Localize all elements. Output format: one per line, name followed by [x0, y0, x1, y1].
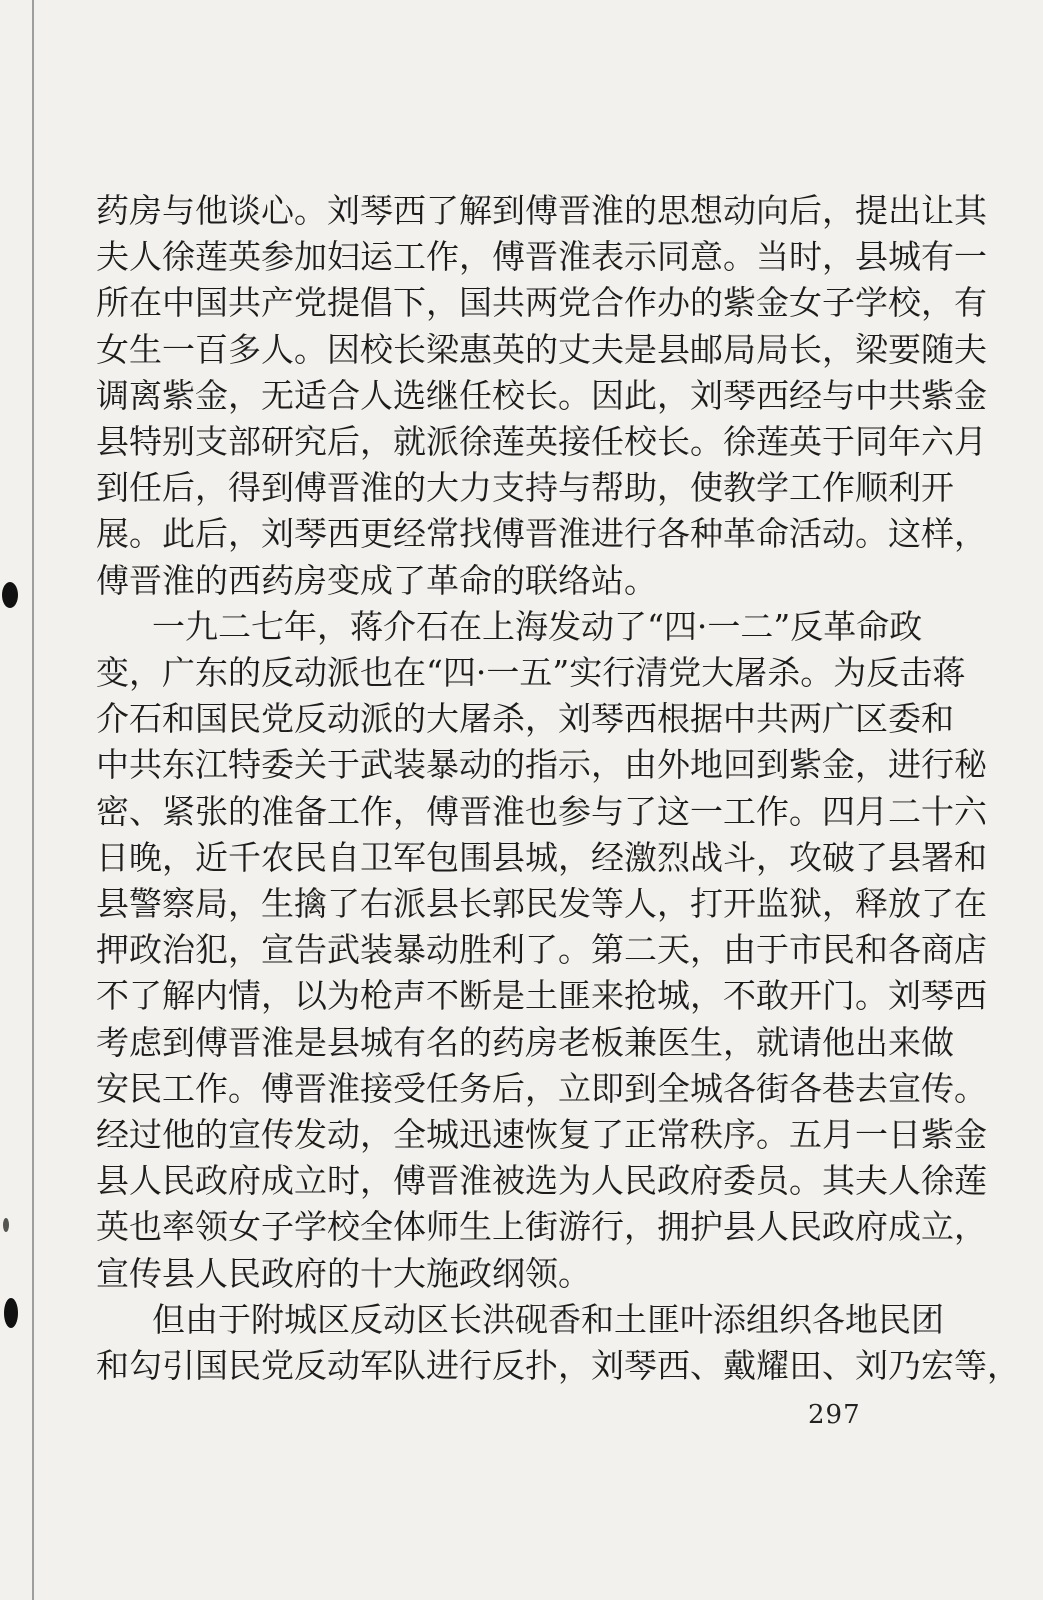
text-line: 中共东江特委关于武装暴动的指示，由外地回到紫金，进行秘 [96, 745, 987, 785]
text-line: 傅晋淮的西药房变成了革命的联络站。 [96, 560, 657, 600]
text-line: 女生一百多人。因校长梁惠英的丈夫是县邮局局长，梁要随夫 [96, 329, 987, 369]
text-line: 密、紧张的准备工作，傅晋淮也参与了这一工作。四月二十六 [96, 791, 987, 831]
text-line: 县特别支部研究后，就派徐莲英接任校长。徐莲英于同年六月 [96, 422, 987, 462]
text-line: 经过他的宣传发动，全城迅速恢复了正常秩序。五月一日紫金 [96, 1115, 987, 1155]
text-line: 英也率领女子学校全体师生上街游行，拥护县人民政府成立， [96, 1207, 987, 1247]
text-line: 一九二七年，蒋介石在上海发动了“四·一二”反革命政 [152, 606, 923, 646]
text-line: 但由于附城区反动区长洪砚香和土匪叶添组织各地民团 [152, 1299, 944, 1339]
text-line: 介石和国民党反动派的大屠杀，刘琴西根据中共两广区委和 [96, 699, 954, 739]
text-line: 安民工作。傅晋淮接受任务后，立即到全城各街各巷去宣传。 [96, 1068, 987, 1108]
ink-blot [2, 582, 18, 608]
text-line: 和勾引国民党反动军队进行反扑，刘琴西、戴耀田、刘乃宏等， [96, 1346, 1020, 1386]
text-line: 县人民政府成立时，傅晋淮被选为人民政府委员。其夫人徐莲 [96, 1161, 987, 1201]
text-line: 不了解内情，以为枪声不断是土匪来抢城，不敢开门。刘琴西 [96, 976, 987, 1016]
text-line: 县警察局，生擒了右派县长郭民发等人，打开监狱，释放了在 [96, 884, 987, 924]
text-line: 展。此后，刘琴西更经常找傅晋淮进行各种革命活动。这样， [96, 514, 987, 554]
binding-edge-line [32, 0, 34, 1600]
text-line: 所在中国共产党提倡下，国共两党合作办的紫金女子学校，有 [96, 283, 987, 323]
text-line: 到任后，得到傅晋淮的大力支持与帮助，使教学工作顺利开 [96, 468, 954, 508]
ink-blot [4, 1298, 18, 1328]
text-line: 夫人徐莲英参加妇运工作，傅晋淮表示同意。当时，县城有一 [96, 237, 987, 277]
text-line: 押政治犯，宣告武装暴动胜利了。第二天，由于市民和各商店 [96, 930, 987, 970]
text-line: 变，广东的反动派也在“四·一五”实行清党大屠杀。为反击蒋 [96, 653, 966, 693]
text-line: 药房与他谈心。刘琴西了解到傅晋淮的思想动向后，提出让其 [96, 191, 987, 230]
text-line: 日晚，近千农民自卫军包围县城，经激烈战斗，攻破了县署和 [96, 837, 987, 877]
text-line: 调离紫金，无适合人选继任校长。因此，刘琴西经与中共紫金 [96, 375, 987, 415]
ink-blot [3, 1218, 9, 1232]
text-line: 宣传县人民政府的十大施政纲领。 [96, 1253, 591, 1293]
body-text [96, 188, 1020, 1389]
text-line: 考虑到傅晋淮是县城有名的药房老板兼医生，就请他出来做 [96, 1022, 954, 1062]
page-number: 297 [808, 1400, 861, 1430]
